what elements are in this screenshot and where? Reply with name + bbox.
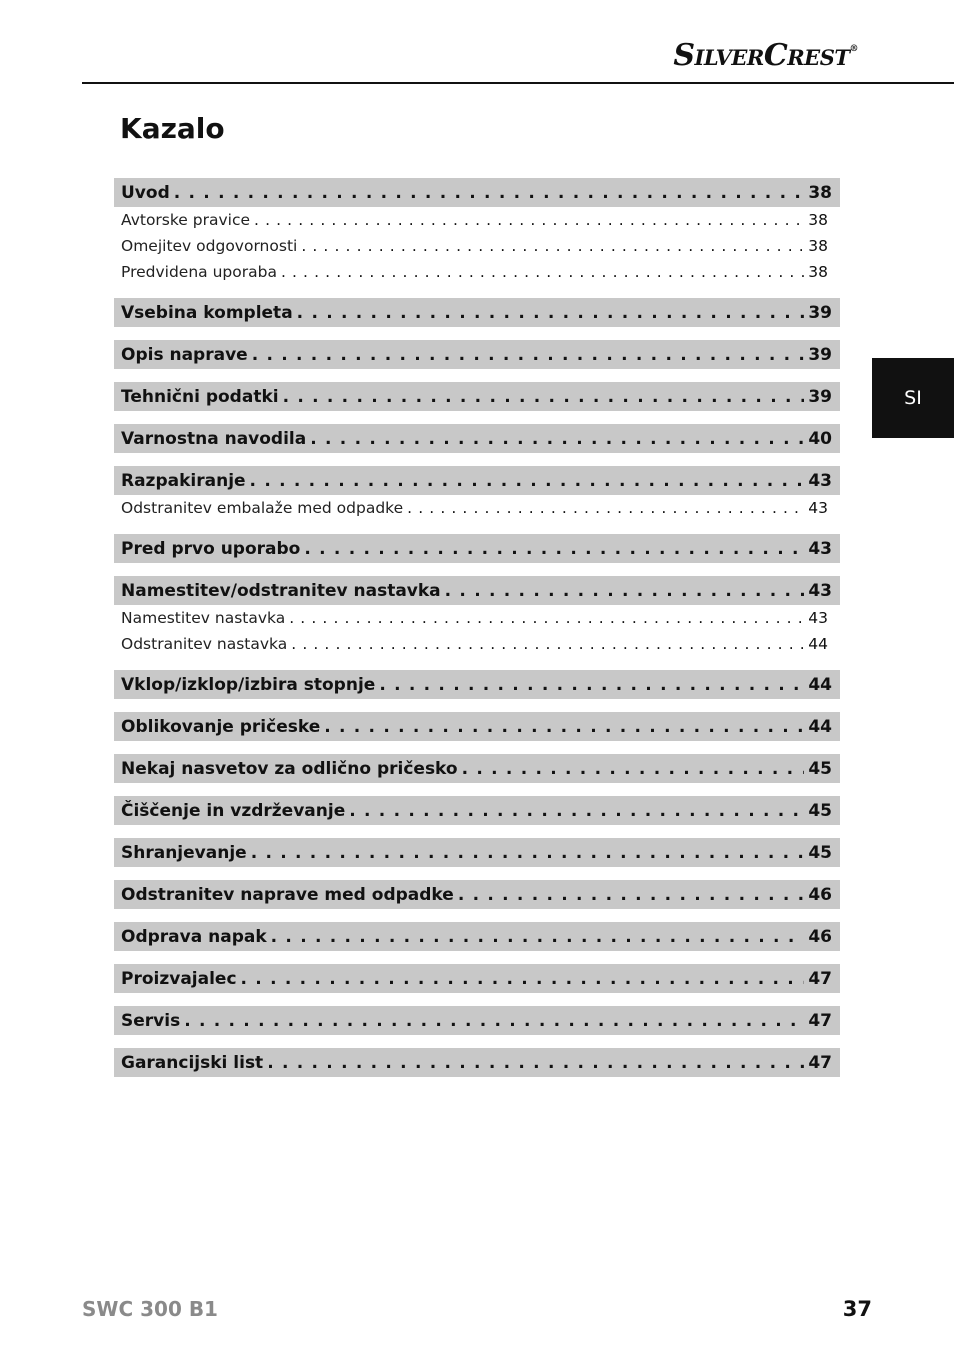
toc-subsection-title: Omejitev odgovornosti	[121, 237, 298, 255]
toc-leader-dots	[301, 237, 804, 255]
toc-section-page: 39	[808, 386, 832, 407]
toc-leader-dots	[407, 499, 804, 517]
toc-leader-dots	[174, 183, 805, 203]
toc-section-entry[interactable]	[114, 754, 840, 783]
language-tab	[872, 358, 954, 438]
toc-section-title: Namestitev/odstranitev nastavka	[121, 580, 441, 601]
toc-leader-dots	[281, 263, 804, 281]
toc-section-entry[interactable]	[114, 576, 840, 605]
toc-subsection-entry[interactable]	[114, 233, 840, 259]
toc-leader-dots	[304, 539, 804, 559]
toc-section-entry[interactable]	[114, 796, 840, 825]
toc-section-entry[interactable]	[114, 880, 840, 909]
toc-section-title: Servis	[121, 1010, 181, 1031]
toc-section-page: 44	[808, 716, 832, 737]
toc-section-entry[interactable]	[114, 534, 840, 563]
toc-leader-dots	[283, 387, 805, 407]
toc-section-page: 47	[808, 1052, 832, 1073]
toc-section-entry[interactable]	[114, 838, 840, 867]
toc-subsection-page: 38	[808, 211, 828, 229]
page-title: Kazalo	[120, 112, 225, 145]
toc-section-page: 39	[808, 302, 832, 323]
toc-section-page: 45	[808, 842, 832, 863]
toc-leader-dots	[379, 675, 804, 695]
toc-section-title: Garancijski list	[121, 1052, 264, 1073]
toc-leader-dots	[310, 429, 804, 449]
toc-section-entry[interactable]	[114, 712, 840, 741]
toc-subsection-title: Odstranitev nastavka	[121, 635, 288, 653]
toc-subsection-entry[interactable]	[114, 605, 840, 631]
toc-section-entry[interactable]	[114, 298, 840, 327]
toc-section-entry[interactable]	[114, 670, 840, 699]
toc-section-page: 39	[808, 344, 832, 365]
toc-leader-dots	[458, 885, 805, 905]
toc-leader-dots	[254, 211, 804, 229]
toc-section-title: Pred prvo uporabo	[121, 538, 301, 559]
toc-leader-dots	[271, 927, 805, 947]
toc-subsection-page: 43	[808, 499, 828, 517]
toc-section-entry[interactable]	[114, 1006, 840, 1035]
toc-subsection-title: Predvidena uporaba	[121, 263, 277, 281]
toc-section-entry[interactable]	[114, 178, 840, 207]
toc-section-title: Tehnični podatki	[121, 386, 279, 407]
toc-section-entry[interactable]	[114, 382, 840, 411]
toc-section-page: 45	[808, 758, 832, 779]
brand-logo-text: SilverCrest	[673, 38, 850, 73]
toc-section-page: 47	[808, 1010, 832, 1031]
toc-section-title: Odprava napak	[121, 926, 267, 947]
toc-section-entry[interactable]	[114, 922, 840, 951]
toc-leader-dots	[267, 1053, 804, 1073]
toc-subsection-entry[interactable]	[114, 259, 840, 285]
toc-leader-dots	[462, 759, 805, 779]
toc-section-entry[interactable]	[114, 466, 840, 495]
toc-section-page: 46	[808, 884, 832, 905]
toc-section-page: 45	[808, 800, 832, 821]
toc-section-title: Proizvajalec	[121, 968, 237, 989]
toc-subsection-title: Odstranitev embalaže med odpadke	[121, 499, 404, 517]
toc-section-page: 43	[808, 470, 832, 491]
toc-leader-dots	[252, 345, 805, 365]
toc-section-entry[interactable]	[114, 424, 840, 453]
brand-logo	[673, 38, 858, 73]
toc-leader-dots	[241, 969, 805, 989]
toc-leader-dots	[250, 471, 805, 491]
toc-subsection-title: Avtorske pravice	[121, 211, 251, 229]
toc-section-page: 47	[808, 968, 832, 989]
table-of-contents	[114, 178, 840, 1077]
toc-section-title: Oblikovanje pričeske	[121, 716, 321, 737]
toc-leader-dots	[184, 1011, 804, 1031]
toc-leader-dots	[251, 843, 805, 863]
toc-section-title: Odstranitev naprave med odpadke	[121, 884, 454, 905]
toc-subsection-page: 38	[808, 237, 828, 255]
toc-section-title: Razpakiranje	[121, 470, 246, 491]
toc-subsection-title: Namestitev nastavka	[121, 609, 286, 627]
footer-model: SWC 300 B1	[82, 1297, 218, 1321]
toc-section-title: Uvod	[121, 182, 170, 203]
footer-page-number: 37	[842, 1297, 872, 1321]
toc-section-title: Shranjevanje	[121, 842, 247, 863]
toc-section-title: Vklop/izklop/izbira stopnje	[121, 674, 376, 695]
toc-section-title: Varnostna navodila	[121, 428, 307, 449]
toc-subsection-entry[interactable]	[114, 495, 840, 521]
header-divider	[82, 82, 954, 84]
toc-subsection-entry[interactable]	[114, 631, 840, 657]
toc-section-title: Nekaj nasvetov za odlično pričesko	[121, 758, 458, 779]
toc-subsection-page: 43	[808, 609, 828, 627]
toc-leader-dots	[324, 717, 804, 737]
toc-subsection-page: 38	[808, 263, 828, 281]
toc-subsection-page: 44	[808, 635, 828, 653]
toc-leader-dots	[291, 635, 804, 653]
language-tab-label: SI	[904, 387, 922, 409]
toc-section-page: 46	[808, 926, 832, 947]
toc-section-entry[interactable]	[114, 340, 840, 369]
toc-subsection-entry[interactable]	[114, 207, 840, 233]
toc-section-page: 43	[808, 580, 832, 601]
toc-section-title: Vsebina kompleta	[121, 302, 293, 323]
toc-section-entry[interactable]	[114, 1048, 840, 1077]
toc-section-page: 40	[808, 428, 832, 449]
toc-section-title: Čiščenje in vzdrževanje	[121, 800, 346, 821]
registered-mark: ®	[849, 44, 858, 54]
toc-leader-dots	[289, 609, 804, 627]
toc-leader-dots	[297, 303, 805, 323]
toc-section-page: 38	[808, 182, 832, 203]
toc-section-page: 44	[808, 674, 832, 695]
toc-section-entry[interactable]	[114, 964, 840, 993]
toc-leader-dots	[445, 581, 805, 601]
toc-leader-dots	[349, 801, 804, 821]
toc-section-page: 43	[808, 538, 832, 559]
toc-section-title: Opis naprave	[121, 344, 248, 365]
